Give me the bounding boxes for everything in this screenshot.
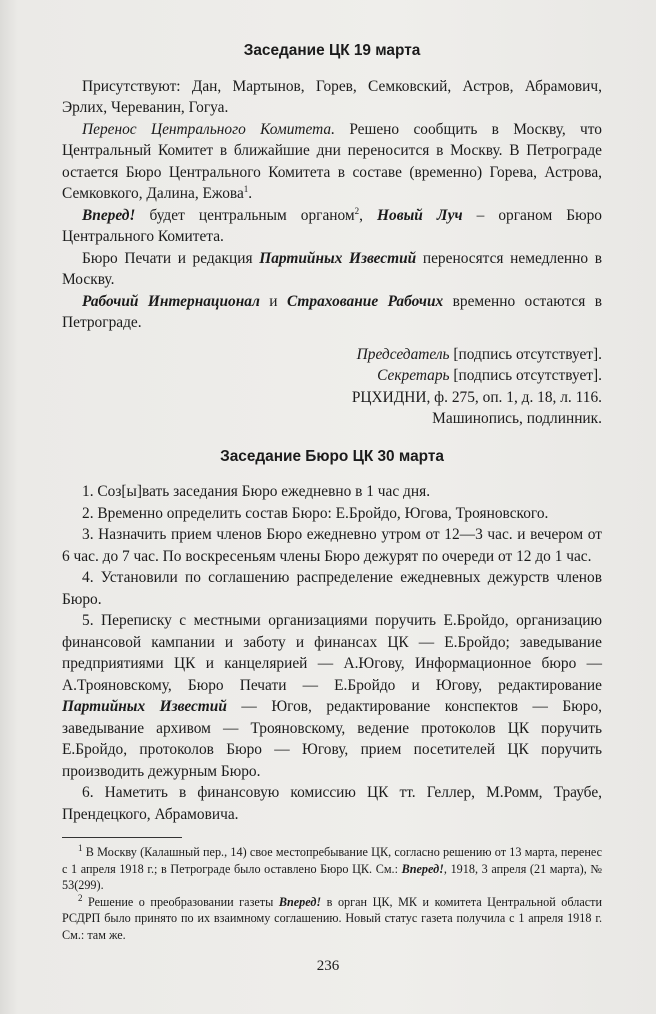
secretary-line — [62, 365, 602, 387]
bureau-paragraph — [62, 248, 602, 291]
footnote-1-mark: 1 — [78, 842, 83, 853]
footnote-1-text: В Москву (Калашный пер., 14) свое местопребывание ЦК, согласно решению от 13 марта, перенес с 1 апреля 1918 г.; в Петрограде было оставлено Бюро ЦК. См.: — [62, 845, 602, 876]
newspaper-partiynye-izvestiya: Партийных Известий — [259, 249, 417, 267]
remain-text: временно остаются в Петрограде. — [62, 292, 602, 331]
newspaper-novy-luch: Новый Луч — [377, 206, 463, 224]
footnote-ref-1: 1 — [243, 183, 249, 194]
item-2: 2. Временно определить состав Бюро: Е.Бройдо, Югова, Трояновского. — [82, 504, 549, 522]
item-5-text-b: — Югов, редактирование конспектов — Бюро, заведывание архивом — Трояновскому, ведение протоколов ЦК поручить Е.Бройдо, протоколов Бюро — Югову, прием посетителей ЦК поручить производить дежурным Бюро. — [62, 698, 602, 780]
chairman-value: [подпись отсутствует]. — [449, 345, 602, 363]
footnote-1-ref: Вперед! — [401, 861, 444, 876]
secretary-value: [подпись отсутствует]. — [449, 367, 602, 384]
move-paragraph: Перенос Центрального Комитета. Решено сообщить в Москву, что Центральный Комитет в ближайшие дни переносится в Москву. В Петрограде остается Бюро Центрального Комитета в составе (временно) Горева, Астрова, Семковкого, Далина, Ежова$^1$. — [62, 120, 602, 202]
footnotes — [62, 844, 602, 943]
newspaper-rabochiy-internatsional: Рабочий Интернационал — [82, 292, 260, 310]
footnote-2-text: Решение о преобразовании газеты — [82, 894, 279, 909]
attendees-paragraph: Присутствуют: Дан, Мартынов, Горев, Семковский, Астров, Абрамович, Эрлих, Череванин, Гогуа. — [62, 77, 602, 116]
footnote-2-tail: в орган ЦК, МК и комитета Центральной области РСДРП было принято по их взаимному соглашению. Новый статус газета получила с 1 апреля 1918 г. См.: там же. — [62, 894, 602, 942]
item-6: 6. Наметить в финансовую комиссию ЦК тт. Геллер, М.Ромм, Траубе, Прендецкого, Абрамовича. — [62, 784, 602, 823]
remain-paragraph — [62, 291, 602, 334]
move-heading: Перенос Центрального Комитета. — [82, 120, 335, 138]
footnote-divider — [62, 837, 182, 838]
section-title-march-30: Заседание Бюро ЦК 30 марта — [220, 447, 444, 465]
item-5 — [62, 610, 602, 782]
footnote-2 — [62, 894, 602, 944]
footnote-ref-2: 2 — [354, 205, 360, 216]
footnote-1 — [62, 844, 602, 894]
footnote-1-tail: , 1918, 3 апреля (21 марта), № 53(299). — [62, 861, 602, 892]
footnote-2-mark: 2 — [78, 892, 83, 903]
organ-paragraph — [62, 205, 602, 248]
secretary-label: Секретарь — [377, 367, 450, 384]
bureau-text-2: переносятся немедленно в Москву. — [62, 249, 602, 288]
item-4: 4. Установили по соглашению распределение ежедневных дежурств членов Бюро. — [62, 569, 602, 608]
chairman-line — [62, 344, 602, 366]
organ-separator: , — [359, 206, 378, 224]
page-number: 236 — [316, 958, 340, 974]
newspaper-strakhovanie-rabochikh: Страхование Рабочих — [286, 292, 444, 310]
archive-reference: РЦХИДНИ, ф. 275, оп. 1, д. 18, л. 116. — [351, 388, 602, 406]
bureau-text: Бюро Печати и редакция — [82, 249, 260, 267]
move-text: Решено сообщить в Москву, что Центральный Комитет в ближайшие дни переносится в Москву. В Петрограде остается Бюро Центрального Комитета в составе (временно) Горева, Астрова, Семковкого, Далина, Ежова — [62, 120, 602, 202]
organ-text: будет центральным органом — [135, 206, 355, 224]
item-1: 1. Соз[ы]вать заседания Бюро ежедневно в 1 час дня. — [82, 483, 431, 500]
chairman-label: Председатель — [356, 345, 450, 363]
item-5-text-a: 5. Переписку с местными организациями поручить Е.Бройдо, организацию финансовой кампании и заботу и финансах ЦК — Е.Бройдо; заведывание предприятиями ЦК и канцелярией — А.Югову, Информационное бюро — А.Трояновскому, Бюро Печати — Е.Бройдо и Югову, редактирование — [62, 612, 602, 694]
newspaper-vpered: Вперед! — [82, 206, 136, 224]
item-5-newspaper: Партийных Известий — [62, 698, 227, 715]
text-column — [62, 40, 602, 943]
conjunction: и — [259, 292, 287, 310]
section-title-march-19: Заседание ЦК 19 марта — [243, 42, 421, 59]
footnote-2-ref: Вперед! — [278, 894, 322, 909]
archive-type: Машинопись, подлинник. — [432, 410, 602, 427]
organ-text-2: – органом Бюро Центрального Комитета. — [62, 206, 602, 245]
item-3: 3. Назначить прием членов Бюро ежедневно утром от 12—3 час. и вечером от 6 час. до 7 час. По воскресеньям члены Бюро дежурят по очереди от 12 до 1 час. — [62, 526, 602, 565]
